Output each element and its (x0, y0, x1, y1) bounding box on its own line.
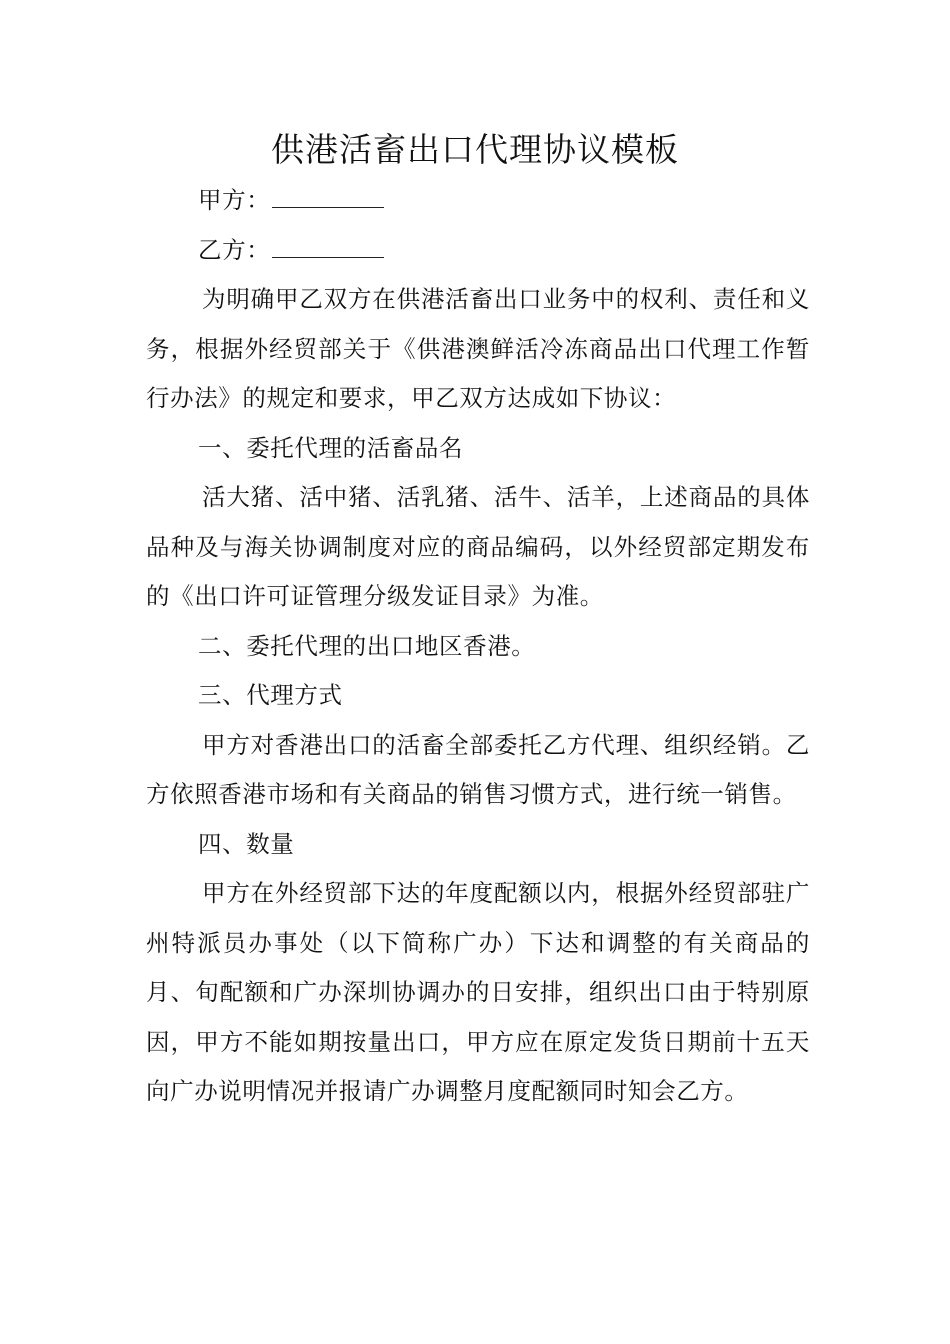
party-a-blank (272, 177, 384, 208)
document-body (146, 176, 810, 1117)
section2-heading: 二、委托代理的出口地区香港。 (198, 631, 536, 660)
section1-heading: 一、委托代理的活畜品名 (198, 433, 464, 462)
section1-body: 活大猪、活中猪、活乳猪、活牛、活羊，上述商品的具体品种及与海关协调制度对应的商品编码，以外经贸部定期发布的《出口许可证管理分级发证目录》为准。 (146, 483, 810, 610)
intro-paragraph: 为明确甲乙双方在供港活畜出口业务中的权利、责任和义务，根据外经贸部关于《供港澳鲜活冷冻商品出口代理工作暂行办法》的规定和要求，甲乙双方达成如下协议： (146, 285, 810, 412)
party-a-label: 甲方： (198, 186, 271, 214)
party-b-line (146, 226, 810, 276)
section3-heading: 三、代理方式 (198, 681, 343, 709)
section4-heading: 四、数量 (198, 829, 295, 858)
party-a-line (146, 176, 810, 226)
party-b-label: 乙方： (198, 235, 271, 264)
section3-body: 甲方对香港出口的活畜全部委托乙方代理、组织经销。乙方依照香港市场和有关商品的销售习惯方式，进行统一销售。 (146, 730, 810, 808)
document-title: 供港活畜出口代理协议模板 (271, 130, 679, 169)
party-b-blank (272, 227, 384, 258)
section4-body: 甲方在外经贸部下达的年度配额以内，根据外经贸部驻广州特派员办事处（以下简称广办）下达和调整的有关商品的月、旬配额和广办深圳协调办的日安排，组织出口由于特别原因，甲方不能如期按量出口，甲方应在原定发货日期前十五天向广办说明情况并报请广办调整月度配额同时知会乙方。 (146, 879, 810, 1105)
